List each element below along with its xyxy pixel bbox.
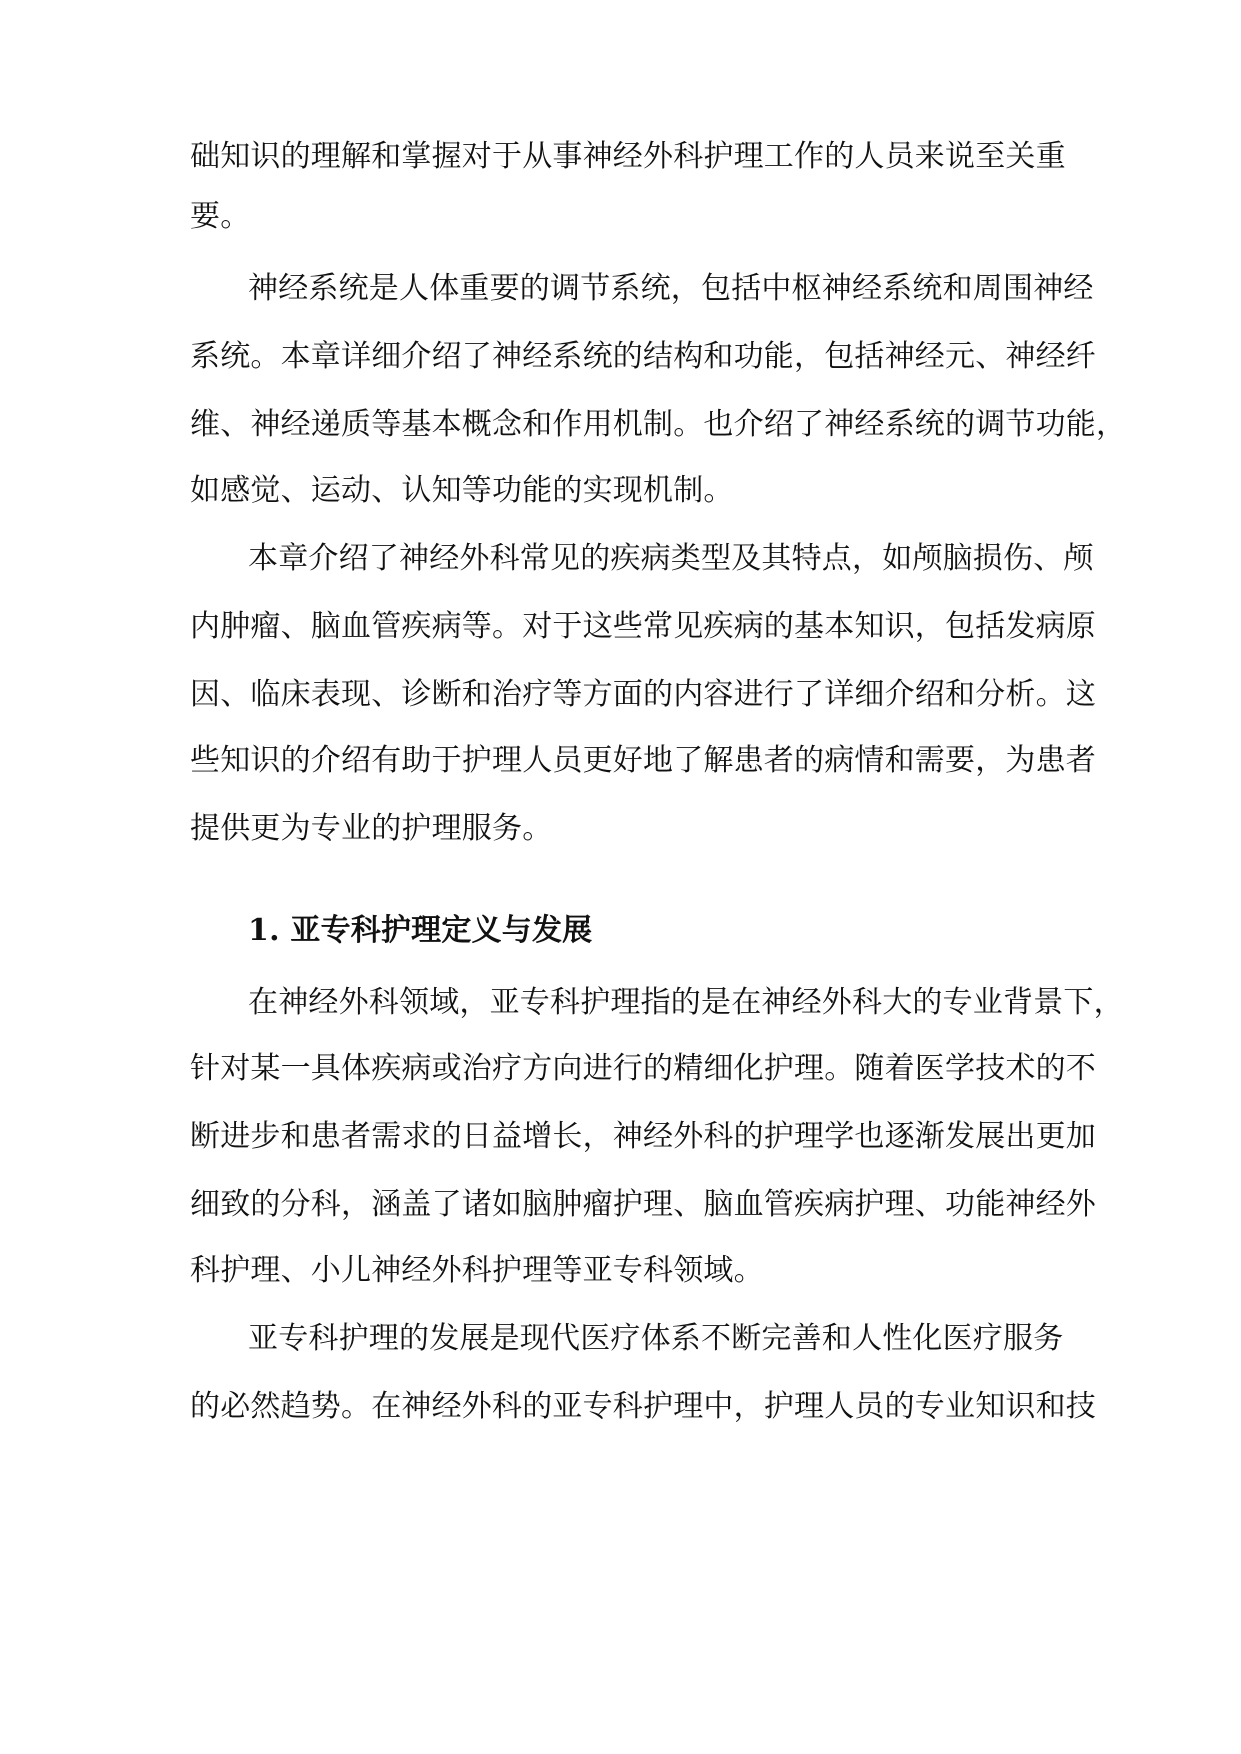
paragraph-line: 内肿瘤、脑血管疾病等。对于这些常见疾病的基本知识，包括发病原 <box>190 609 1096 644</box>
paragraph-line: 提供更为专业的护理服务。 <box>190 811 553 846</box>
paragraph-line: 本章介绍了神经外科常见的疾病类型及其特点，如颅脑损伤、颅 <box>248 541 1094 576</box>
paragraph-line: 础知识的理解和掌握对于从事神经外科护理工作的人员来说至关重 <box>190 139 1066 174</box>
paragraph-line: 些知识的介绍有助于护理人员更好地了解患者的病情和需要，为患者 <box>190 743 1096 778</box>
paragraph-line: 亚专科护理的发展是现代医疗体系不断完善和人性化医疗服务 <box>248 1321 1064 1356</box>
paragraph-line: 因、临床表现、诊断和治疗等方面的内容进行了详细介绍和分析。这 <box>190 677 1096 712</box>
section-heading: 1. 亚专科护理定义与发展 <box>248 913 593 948</box>
paragraph-line: 细致的分科，涵盖了诸如脑肿瘤护理、脑血管疾病护理、功能神经外 <box>190 1187 1096 1222</box>
paragraph-line: 维、神经递质等基本概念和作用机制。也介绍了神经系统的调节功能， <box>190 407 1127 442</box>
paragraph-line: 如感觉、运动、认知等功能的实现机制。 <box>190 473 734 508</box>
paragraph-line: 在神经外科领域，亚专科护理指的是在神经外科大的专业背景下， <box>248 985 1124 1020</box>
paragraph-line: 针对某一具体疾病或治疗方向进行的精细化护理。随着医学技术的不 <box>190 1051 1096 1086</box>
paragraph-line: 科护理、小儿神经外科护理等亚专科领域。 <box>190 1253 764 1288</box>
paragraph-line: 断进步和患者需求的日益增长，神经外科的护理学也逐渐发展出更加 <box>190 1119 1096 1154</box>
paragraph-line: 神经系统是人体重要的调节系统，包括中枢神经系统和周围神经 <box>248 271 1094 306</box>
paragraph-line: 要。 <box>190 199 251 234</box>
paragraph-line: 系统。本章详细介绍了神经系统的结构和功能，包括神经元、神经纤 <box>190 339 1096 374</box>
paragraph-line: 的必然趋势。在神经外科的亚专科护理中，护理人员的专业知识和技 <box>190 1389 1096 1424</box>
